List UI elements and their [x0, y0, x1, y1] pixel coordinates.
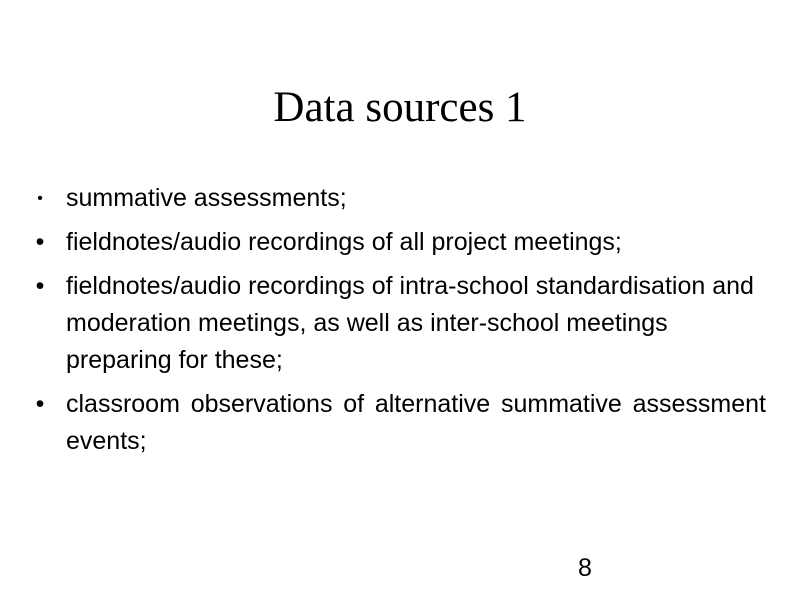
- bullet-item: [30, 224, 766, 261]
- slide-title: Data sources 1: [273, 84, 527, 131]
- bullet-text: summative assessments;: [66, 184, 347, 212]
- bullet-item: [30, 180, 766, 217]
- bullet-text: fieldnotes/audio recordings of intra-school standardisation and moderation meetings, as well as inter-school meetings preparing for these;: [66, 272, 754, 374]
- bullet-item: [30, 386, 766, 460]
- page-number: 8: [578, 554, 592, 582]
- bullet-marker: •: [35, 390, 45, 418]
- bullet-item: [30, 268, 766, 379]
- bullet-list: [30, 180, 766, 467]
- bullet-text: fieldnotes/audio recordings of all project meetings;: [66, 228, 622, 256]
- bullet-marker: •: [37, 190, 43, 207]
- bullet-marker: •: [35, 272, 45, 300]
- bullet-text: classroom observations of alternative summative assessment events;: [66, 390, 766, 455]
- bullet-marker: •: [35, 228, 45, 256]
